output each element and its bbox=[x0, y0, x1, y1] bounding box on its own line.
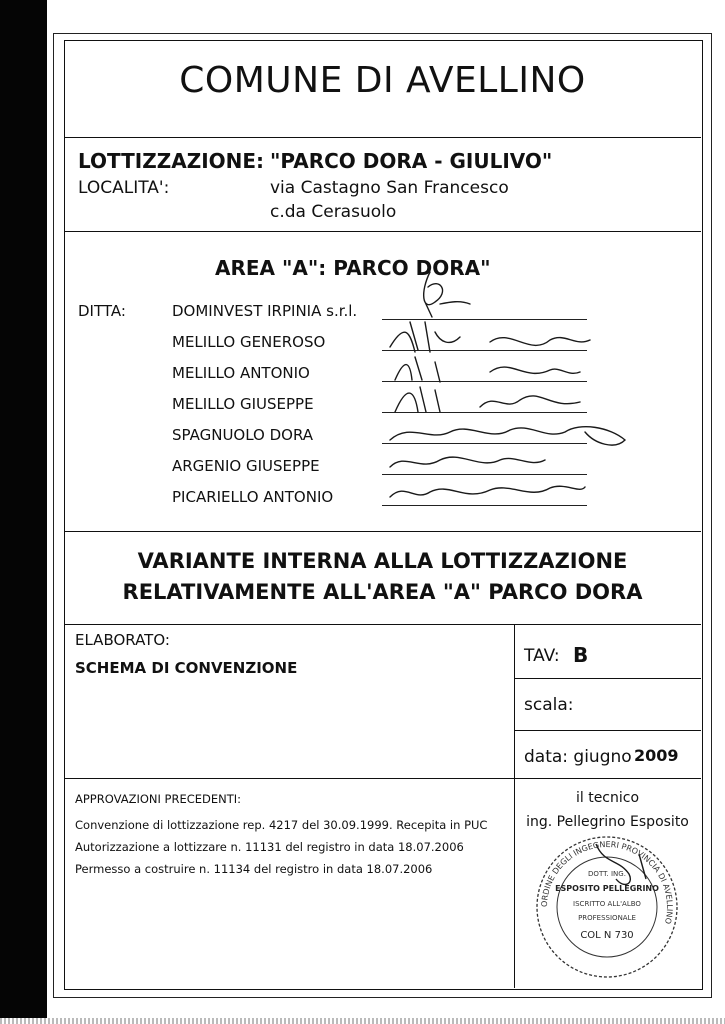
owner-5: SPAGNUOLO DORA bbox=[172, 426, 314, 444]
owner-7: PICARIELLO ANTONIO bbox=[172, 488, 334, 506]
area-title: AREA "A": PARCO DORA" bbox=[215, 256, 491, 280]
localita-line1: via Castagno San Francesco bbox=[270, 178, 509, 198]
tav-label: TAV: bbox=[524, 646, 560, 666]
stamp-line4: PROFESSIONALE bbox=[578, 914, 636, 922]
lottizzazione-label: LOTTIZZAZIONE: bbox=[78, 149, 265, 173]
stamp-line3: ISCRITTO ALL'ALBO bbox=[573, 900, 641, 908]
divider-vertical-tav bbox=[514, 624, 515, 778]
elaborato-value: SCHEMA DI CONVENZIONE bbox=[75, 659, 298, 677]
lottizzazione-value: "PARCO DORA - GIULIVO" bbox=[270, 149, 553, 173]
approvazione-item-2: Autorizzazione a lottizzare n. 11131 del registro in data 18.07.2006 bbox=[75, 840, 464, 854]
elaborato-label: ELABORATO: bbox=[75, 631, 170, 649]
divider-scala bbox=[514, 730, 701, 731]
owner-2: MELILLO GENEROSO bbox=[172, 333, 326, 351]
handwritten-signatures bbox=[380, 262, 640, 512]
divider-lottizzazione bbox=[64, 231, 701, 232]
divider-elaborato bbox=[64, 778, 701, 779]
divider-tav bbox=[514, 678, 701, 679]
variante-line2: RELATIVAMENTE ALL'AREA "A" PARCO DORA bbox=[122, 580, 643, 604]
approvazione-item-1: Convenzione di lottizzazione rep. 4217 del 30.09.1999. Recepita in PUC bbox=[75, 818, 488, 832]
svg-text:ORDINE DEGLI INGEGNERI PROVINC bbox=[540, 840, 674, 925]
scala-label: scala: bbox=[524, 695, 574, 715]
owner-6: ARGENIO GIUSEPPE bbox=[172, 457, 320, 475]
localita-line2: c.da Cerasuolo bbox=[270, 202, 397, 222]
page-title: COMUNE DI AVELLINO bbox=[179, 60, 586, 101]
owner-1: DOMINVEST IRPINIA s.r.l. bbox=[172, 302, 358, 320]
page-bottom-edge bbox=[0, 1018, 725, 1024]
variante-line1: VARIANTE INTERNA ALLA LOTTIZZAZIONE bbox=[137, 549, 628, 573]
owner-4: MELILLO GIUSEPPE bbox=[172, 395, 314, 413]
stamp-line1: DOTT. ING. bbox=[588, 870, 626, 878]
tecnico-name: ing. Pellegrino Esposito bbox=[526, 814, 689, 830]
stamp-line5: COL N 730 bbox=[580, 930, 634, 941]
divider-vertical-tecnico bbox=[514, 778, 515, 988]
stamp-line2: ESPOSITO PELLEGRINO bbox=[555, 884, 659, 893]
tecnico-title: il tecnico bbox=[575, 790, 640, 806]
ditta-label: DITTA: bbox=[78, 302, 126, 320]
data-year: 2009 bbox=[634, 746, 679, 765]
approvazione-item-3: Permesso a costruire n. 11134 del registro in data 18.07.2006 bbox=[75, 862, 433, 876]
approvazioni-label: APPROVAZIONI PRECEDENTI: bbox=[75, 792, 242, 806]
binding-strip bbox=[0, 0, 47, 1024]
divider-header bbox=[64, 137, 701, 138]
data-label: data: giugno bbox=[524, 747, 632, 767]
divider-variante bbox=[64, 624, 701, 625]
professional-stamp bbox=[534, 834, 680, 980]
localita-label: LOCALITA': bbox=[78, 178, 170, 198]
divider-area bbox=[64, 531, 701, 532]
tav-value: B bbox=[573, 643, 589, 667]
stamp-ring-text: ORDINE DEGLI INGEGNERI PROVINCIA DI AVELLINO bbox=[539, 839, 675, 925]
owner-3: MELILLO ANTONIO bbox=[172, 364, 310, 382]
